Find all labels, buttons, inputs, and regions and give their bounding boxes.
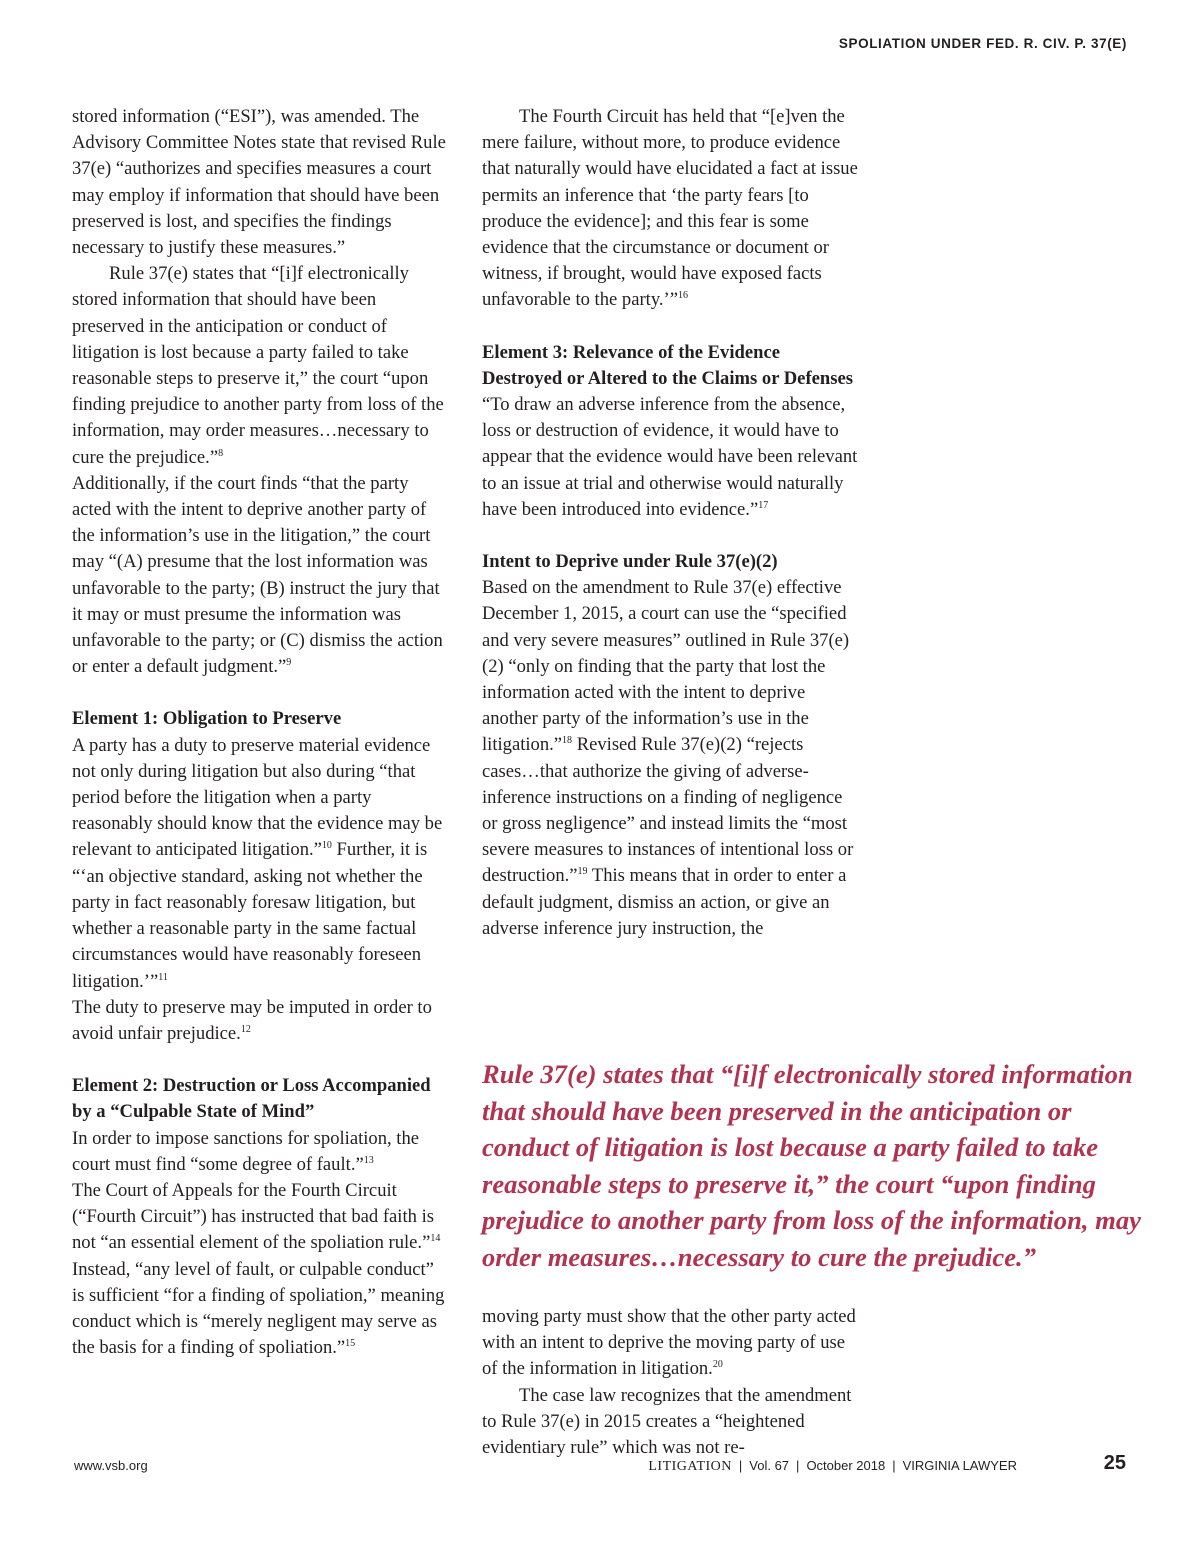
paragraph-gap — [72, 1047, 448, 1073]
right-column-top — [482, 104, 858, 942]
footnote-marker[interactable]: 9 — [286, 657, 292, 669]
body-paragraph — [482, 1383, 858, 1462]
paragraph-text: The duty to preserve may be imputed in order to avoid unfair prejudice. — [72, 996, 432, 1044]
body-paragraph — [72, 261, 448, 471]
paragraph-text: Rule 37(e) states that “[i]f electronically stored information that should have been preserved in the anticipation or conduct of litigation is lost because a party failed to take reasonable steps to preserve it,” the court “upon finding prejudice to another party from loss of the information, may order measures…necessary to cure the prejudice.” — [72, 263, 444, 468]
footnote-marker[interactable]: 14 — [430, 1233, 441, 1245]
paragraph-text: Further, it is “‘an objective standard, asking not whether the party in fact reasonably foresaw litigation, but whether a reasonable party in the same factual circumstances would have reasonably foreseen litigation.’” — [72, 839, 428, 992]
footnote-marker[interactable]: 20 — [712, 1359, 723, 1371]
body-paragraph — [72, 733, 448, 995]
footnote-marker[interactable]: 13 — [363, 1154, 374, 1166]
paragraph-text: Based on the amendment to Rule 37(e) effective December 1, 2015, a court can use the “specified and very severe measures” outlined in Rule 37(e)(2) “only on finding that the party that lost the information acted with the intent to deprive another party of the information’s use in the litigation.” — [482, 577, 850, 756]
section-heading: Intent to Deprive under Rule 37(e)(2) — [482, 551, 778, 573]
paragraph-text: Additionally, if the court finds “that the party acted with the intent to deprive another party of the information’s use in the litigation,” the court may “(A) presume that the lost information was unfavorable to the party; (B) instruct the jury that it may or must presume the information was unfavorable to the party; or (C) dismiss the action or enter a default judgment.” — [72, 472, 443, 678]
paragraph-gap — [72, 680, 448, 706]
footnote-marker[interactable]: 8 — [218, 447, 224, 459]
paragraph-gap — [482, 523, 858, 549]
footnote-marker[interactable]: 10 — [321, 840, 332, 852]
footnote-marker[interactable]: 18 — [562, 735, 573, 747]
footer-publication-info — [648, 1458, 1017, 1475]
paragraph-text: In order to impose sanctions for spoliation, the court must find “some degree of fault.” — [72, 1127, 420, 1175]
running-header: SPOLIATION UNDER FED. R. CIV. P. 37(E) — [838, 36, 1127, 51]
footnote-marker[interactable]: 16 — [678, 290, 689, 302]
paragraph-text: moving party must show that the other party acted with an intent to deprive the moving party of use of the information in litigation. — [482, 1306, 856, 1380]
paragraph-text: The case law recognizes that the amendment to Rule 37(e) in 2015 creates a “heightened evidentiary rule” which was not re- — [482, 1384, 852, 1459]
paragraph-text: The Court of Appeals for the Fourth Circuit (“Fourth Circuit”) has instructed that bad faith is not “an essential element of the spoliation rule.” — [72, 1179, 434, 1254]
footnote-marker[interactable]: 11 — [158, 971, 168, 983]
footer-separator: | — [892, 1458, 896, 1473]
footer-url[interactable]: www.vsb.org — [74, 1458, 148, 1473]
body-paragraph — [72, 1178, 448, 1361]
footer-publication: VIRGINIA LAWYER — [902, 1458, 1017, 1473]
body-paragraph — [72, 471, 448, 681]
left-column — [72, 104, 448, 1361]
footer-date: October 2018 — [806, 1458, 886, 1473]
footnote-marker[interactable]: 17 — [758, 499, 769, 511]
body-paragraph — [482, 104, 858, 314]
body-paragraph — [72, 1126, 448, 1178]
footnote-marker[interactable]: 12 — [240, 1023, 251, 1035]
body-paragraph — [482, 1304, 858, 1383]
paragraph-text: A party has a duty to preserve material evidence not only during litigation but also during “that period before the litigation when a party reasonably should know that the evidence may be relevant to anticipated litigation.” — [72, 734, 443, 861]
footnote-marker[interactable]: 19 — [577, 866, 588, 878]
body-paragraph — [482, 392, 858, 523]
footer-section: LITIGATION — [648, 1459, 732, 1474]
body-paragraph — [72, 104, 448, 261]
paragraph-text: “To draw an adverse inference from the absence, loss or destruction of evidence, it would have to appear that the evidence would have been relevant to an issue at trial and otherwise would naturally have been introduced into evidence.” — [482, 394, 858, 520]
paragraph-gap — [482, 314, 858, 340]
section-heading: Element 2: Destruction or Loss Accompanied by a “Culpable State of Mind” — [72, 1075, 431, 1123]
footer-volume: Vol. 67 — [749, 1458, 790, 1473]
paragraph-text: Revised Rule 37(e)(2) “rejects cases…that authorize the giving of adverse-inference instructions on a finding of negligence or gross negligence” and instead limits the “most severe measures to instances of intentional loss or destruction.” — [482, 734, 854, 887]
footer-separator: | — [738, 1458, 743, 1473]
section-heading: Element 3: Relevance of the Evidence Destroyed or Altered to the Claims or Defenses — [482, 341, 853, 389]
section-heading: Element 1: Obligation to Preserve — [72, 708, 342, 730]
right-column-bottom — [482, 1304, 858, 1461]
paragraph-text: Instead, “any level of fault, or culpable conduct” is sufficient “for a finding of spoliation,” meaning conduct which is “merely negligent may serve as the basis for a finding of spoliation.” — [72, 1258, 445, 1359]
page-number: 25 — [1103, 1452, 1126, 1474]
paragraph-text: stored information (“ESI”), was amended. The Advisory Committee Notes state that revised Rule 37(e) “authorizes and specifies measures a court may employ if information that should have been preserved is lost, and specifies the findings necessary to justify these measures.” — [72, 106, 446, 259]
footnote-marker[interactable]: 15 — [345, 1338, 356, 1350]
body-paragraph — [482, 575, 858, 942]
paragraph-text: The Fourth Circuit has held that “[e]ven the mere failure, without more, to produce evidence that naturally would have elucidated a fact at issue permits an inference that ‘the party fears [to produce the evidence]; and this fear is some evidence that the circumstance or document or witness, if brought, would have exposed facts unfavorable to the party.’” — [482, 106, 858, 311]
paragraph-text: This means that in order to enter a default judgment, dismiss an action, or give an adverse inference jury instruction, the — [482, 865, 847, 939]
pull-quote: Rule 37(e) states that “[i]f electronically stored information that should have been preserved in the anticipation or conduct of litigation is lost because a party failed to take reasonable steps to preserve it,” the court “upon finding prejudice to another party from loss of the information, may order measures…necessary to cure the prejudice.” — [482, 1059, 1141, 1272]
body-paragraph — [72, 995, 448, 1047]
footer-separator: | — [796, 1458, 800, 1473]
